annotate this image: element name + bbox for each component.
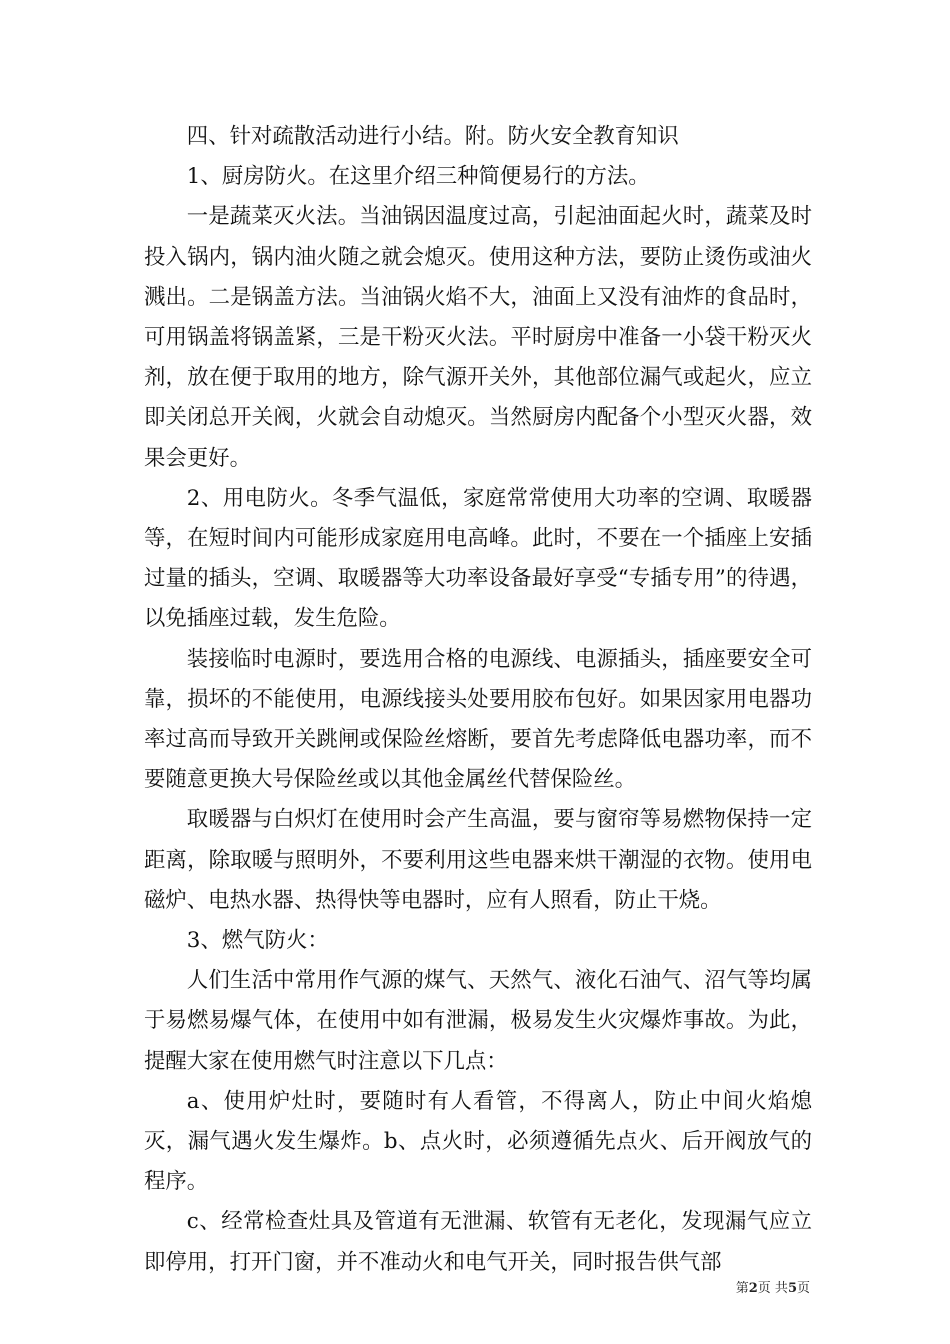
total-pages-number: 5	[787, 1281, 797, 1296]
current-page-number: 2	[748, 1281, 758, 1296]
paragraph: 取暖器与白炽灯在使用时会产生高温，要与窗帘等易燃物保持一定距离，除取暖与照明外，不要利用这些电器来烘干潮湿的衣物。使用电磁炉、电热水器、热得快等电器时，应有人照看，防止干烧。	[144, 807, 812, 913]
paragraph: 2、用电防火。冬季气温低，家庭常常使用大功率的空调、取暖器等，在短时间内可能形成家庭用电高峰。此时，不要在一个插座上安插过量的插头，空调、取暖器等大功率设备最好享受“专插专用”的待遇，以免插座过载，发生危险。	[144, 485, 812, 632]
paragraph: 3、燃气防火：	[186, 928, 329, 954]
document-body	[144, 117, 812, 1283]
footer-middle: 页 共	[757, 1281, 788, 1296]
page-footer	[700, 1280, 810, 1298]
paragraph: 一是蔬菜灭火法。当油锅因温度过高，引起油面起火时，蔬菜及时投入锅内，锅内油火随之就会熄灭。使用这种方法，要防止烫伤或油火溅出。二是锅盖方法。当油锅火焰不大，油面上又没有油炸的食品时，可用锅盖将锅盖紧，三是干粉灭火法。平时厨房中准备一小袋干粉灭火剂，放在便于取用的地方，除气源开关外，其他部位漏气或起火，应立即关闭总开关阀，火就会自动熄灭。当然厨房内配备个小型灭火器，效果会更好。	[144, 204, 812, 471]
paragraph: 装接临时电源时，要选用合格的电源线、电源插头，插座要安全可靠，损坏的不能使用，电源线接头处要用胶布包好。如果因家用电器功率过高而导致开关跳闸或保险丝熔断，要首先考虑降低电器功率，而不要随意更换大号保险丝或以其他金属丝代替保险丝。	[144, 646, 812, 793]
paragraph: 人们生活中常用作气源的煤气、天然气、液化石油气、沼气等均属于易燃易爆气体，在使用中如有泄漏，极易发生火灾爆炸事故。为此，提醒大家在使用燃气时注意以下几点：	[144, 968, 812, 1074]
paragraph: c、经常检查灶具及管道有无泄漏、软管有无老化，发现漏气应立即停用，打开门窗，并不准动火和电气开关，同时报告供气部	[144, 1209, 812, 1275]
footer-prefix: 第	[735, 1281, 749, 1296]
paragraph: 四、针对疏散活动进行小结。附。防火安全教育知识	[186, 124, 679, 149]
paragraph: 1、厨房防火。在这里介绍三种简便易行的方法。	[186, 164, 650, 190]
paragraph: a、使用炉灶时，要随时有人看管，不得离人，防止中间火焰熄灭，漏气遇火发生爆炸。b、点火时，必须遵循先点火、后开阀放气的程序。	[144, 1088, 812, 1195]
footer-suffix: 页	[796, 1281, 810, 1296]
